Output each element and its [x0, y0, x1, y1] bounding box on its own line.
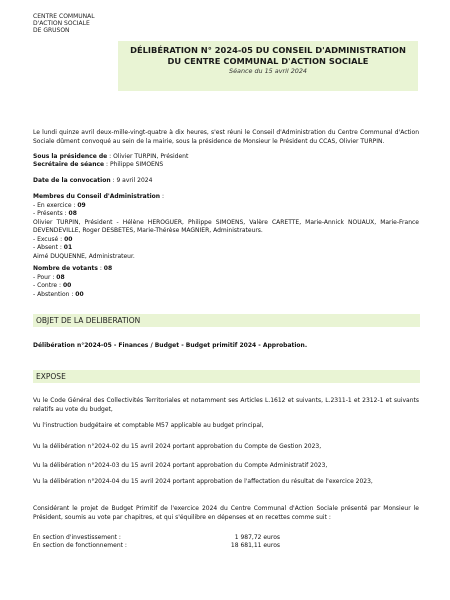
members-excuse — [33, 236, 419, 245]
objet-text: Délibération n°2024-05 - Finances / Budget - Budget primitif 2024 - Approbation. — [33, 342, 308, 349]
voters-contre — [33, 282, 419, 291]
contre-value: 00 — [62, 282, 72, 289]
excuse-label: - Excusé : — [33, 235, 65, 243]
abstention-value: 00 — [75, 290, 84, 298]
voters-block — [33, 265, 419, 299]
expose-vu-deliberation-04: Vu la délibération n°2024-04 du 15 avril 2024 portant approbation de l'affectation du résultat de l'exercice 2023, — [33, 478, 373, 485]
secretary-label: Secrétaire de séance — [33, 161, 105, 168]
presidence-label: Sous la présidence de — [33, 153, 108, 160]
expose-section-heading: EXPOSE — [33, 370, 420, 383]
members-label-suffix: : — [160, 193, 164, 200]
title-line-2: DU CENTRE COMMUNAL D'ACTION SOCIALE — [167, 56, 369, 66]
pour-label: - Pour : — [33, 273, 57, 281]
members-presents — [33, 210, 419, 219]
absent-label: - Absent : — [33, 244, 64, 251]
secretary-line — [33, 161, 419, 170]
org-line: DE GRUSON — [33, 27, 70, 35]
objet-section-heading: OBJET DE LA DELIBERATION — [33, 314, 420, 327]
investment-label: En section d'investissement : — [33, 534, 121, 541]
members-heading — [33, 193, 419, 202]
abstention-label: - Abstention : — [33, 290, 76, 298]
presents-value: 08 — [68, 210, 77, 217]
members-block — [33, 193, 419, 261]
voters-heading — [33, 265, 419, 274]
voters-label: Nombre de votants — [33, 265, 98, 272]
voters-abstention — [33, 291, 419, 300]
operating-label: En section de fonctionnement : — [33, 542, 127, 549]
intro-paragraph: Le lundi quinze avril deux-mille-vingt-quatre à dix heures, s'est réuni le Conseil d'Administration du Centre Communal d'Action Sociale dûment convoqué au sein de la mairie, sous la présidence de Monsieur le Président du CCAS, Olivier TURPIN. — [33, 129, 419, 145]
title-line-1: DÉLIBÉRATION N° 2024-05 DU CONSEIL D'ADMINISTRATION — [130, 45, 406, 55]
members-label: Membres du Conseil d'Administration — [33, 193, 161, 200]
contre-label: - Contre : — [33, 282, 63, 289]
presidence-value: : Olivier TURPIN, Président — [107, 153, 189, 160]
convocation-label: Date de la convocation — [33, 177, 111, 184]
exercice-label: - En exercice : — [33, 201, 78, 209]
secretary-value: : Philippe SIMOENS — [104, 161, 164, 168]
presents-label: - Présents : — [33, 210, 69, 217]
convocation-value: : 9 avril 2024 — [110, 177, 153, 184]
members-absent — [33, 244, 419, 253]
deliberation-title-block — [118, 41, 418, 91]
presents-names: Olivier TURPIN, Président - Hélène HEROGUER, Philippe SIMOENS, Valère CARETTE, Marie-Annick NOUAUX, Marie-France DEVENDEVILLE, Roger DESBETES, Marie-Thérèse MAGNIER, Administrateurs. — [33, 218, 419, 234]
expose-vu-instruction: Vu l'instruction budgétaire et comptable M57 applicable au budget principal, — [33, 422, 264, 429]
investment-amount: 1 987,72 euros — [234, 534, 280, 541]
expose-considerant: Considérant le projet de Budget Primitif de l'exercice 2024 du Centre Communal d'Action Sociale présenté par Monsieur le Président, soumis au vote par chapitres, et qui s'équilibre en dépenses et en recettes comme suit : — [33, 505, 419, 521]
org-line: CENTRE COMMUNAL — [33, 13, 95, 20]
convocation-line — [33, 177, 419, 186]
organization-name — [33, 13, 95, 35]
expose-vu-cgct: Vu le Code Général des Collectivités Territoriales et notamment ses Articles L.1612 et suivants, L.2311-1 et 2312-1 et suivants relatifs au vote du budget, — [33, 397, 419, 413]
expose-vu-deliberation-03: Vu la délibération n°2024-03 du 15 avril 2024 portant approbation du Compte Administratif 2023, — [33, 462, 328, 469]
absent-value: 01 — [63, 244, 73, 251]
absent-names: Aimé DUQUENNE, Administrateur. — [33, 252, 135, 260]
pour-value: 08 — [56, 273, 65, 281]
exercice-value: 09 — [77, 201, 86, 209]
voters-prefix: : — [97, 265, 104, 272]
session-date: Séance du 15 avril 2024 — [229, 67, 307, 75]
org-line: D'ACTION SOCIALE — [33, 20, 90, 28]
expose-vu-deliberation-02: Vu la délibération n°2024-02 du 15 avril 2024 portant approbation du Compte de Gestion 2023, — [33, 443, 322, 450]
members-exercice — [33, 202, 419, 211]
operating-amount: 18 681,11 euros — [230, 542, 280, 549]
voters-value: 08 — [103, 265, 113, 272]
voters-pour — [33, 274, 419, 283]
excuse-value: 00 — [64, 235, 73, 243]
